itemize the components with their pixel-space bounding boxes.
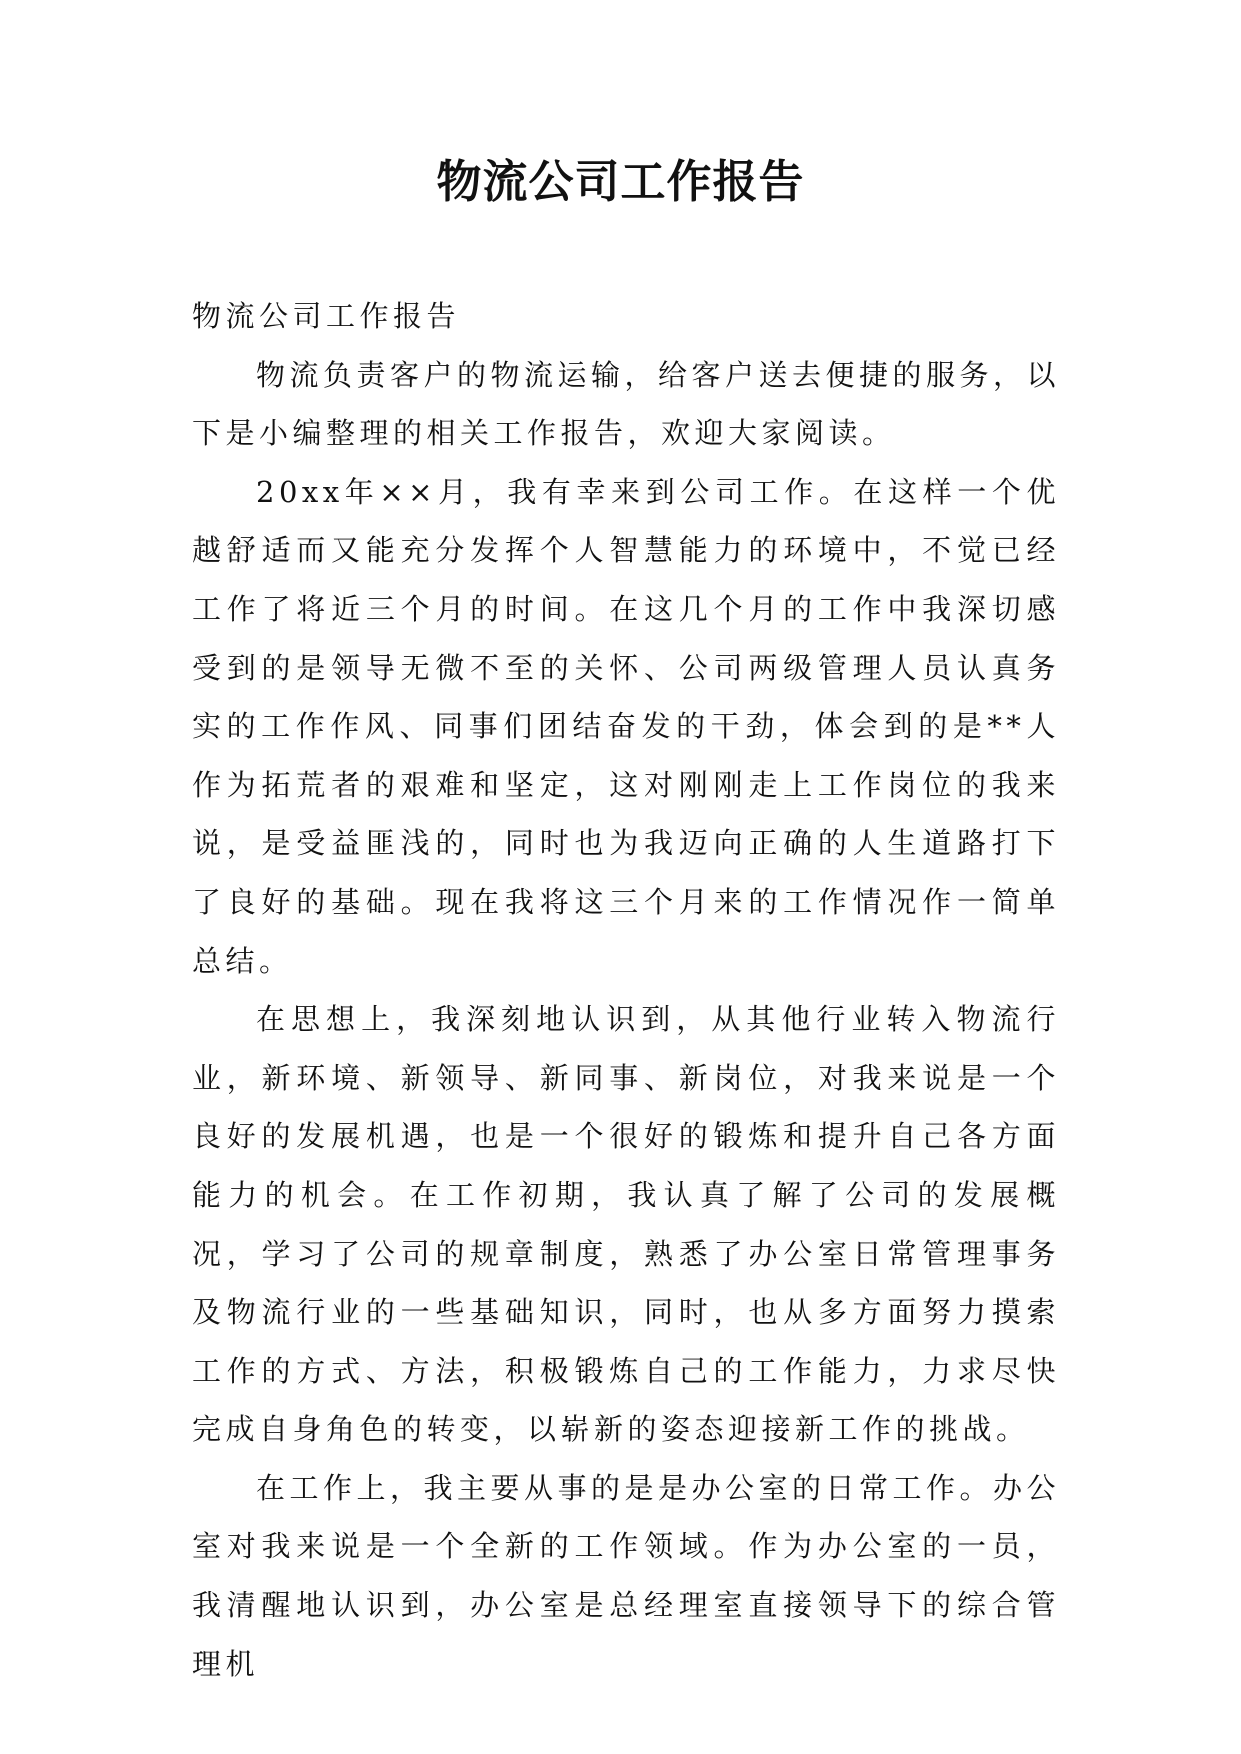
document-body xyxy=(192,287,1060,1693)
paragraph-experience: 20xx年××月，我有幸来到公司工作。在这样一个优越舒适而又能充分发挥个人智慧能力的环境中，不觉已经工作了将近三个月的时间。在这几个月的工作中我深切感受到的是领导无微不至的关怀、公司两级管理人员认真务实的工作作风、同事们团结奋发的干劲，体会到的是**人作为拓荒者的艰难和坚定，这对刚刚走上工作岗位的我来说，是受益匪浅的，同时也为我迈向正确的人生道路打下了良好的基础。现在我将这三个月来的工作情况作一简单总结。 xyxy=(192,474,1060,978)
paragraph-intro: 物流负责客户的物流运输，给客户送去便捷的服务，以下是小编整理的相关工作报告，欢迎大家阅读。 xyxy=(192,357,1061,451)
paragraph-work: 在工作上，我主要从事的是是办公室的日常工作。办公室对我来说是一个全新的工作领域。作为办公室的一员，我清醒地认识到，办公室是总经理室直接领导下的综合管理机 xyxy=(192,1470,1061,1681)
paragraph-heading: 物流公司工作报告 xyxy=(192,299,461,333)
document-title: 物流公司工作报告 xyxy=(436,155,805,208)
paragraph-thinking: 在思想上，我深刻地认识到，从其他行业转入物流行业，新环境、新领导、新同事、新岗位，对我来说是一个良好的发展机遇，也是一个很好的锻炼和提升自己各方面能力的机会。在工作初期，我认真了解了公司的发展概况，学习了公司的规章制度，熟悉了办公室日常管理事务及物流行业的一些基础知识，同时，也从多方面努力摸索工作的方式、方法，积极锻炼自己的工作能力，力求尽快完成自身角色的转变，以崭新的姿态迎接新工作的挑战。 xyxy=(192,1002,1060,1447)
